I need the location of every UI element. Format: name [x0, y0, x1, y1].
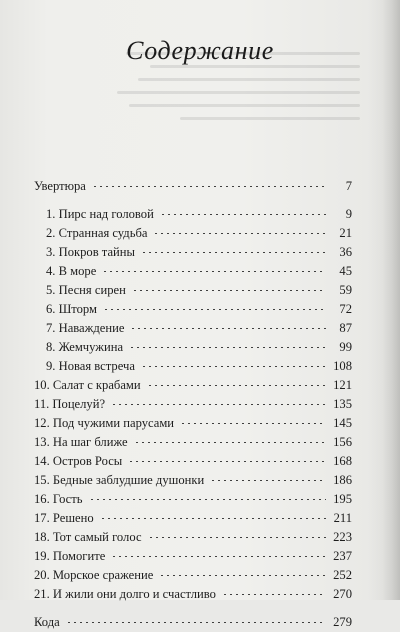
dot-leader [134, 442, 326, 443]
toc-entry-page: 237 [333, 549, 352, 563]
toc-entry [34, 376, 352, 395]
toc-entry-page: 156 [333, 435, 352, 449]
toc-entry [34, 509, 352, 528]
toc-entry [34, 433, 352, 452]
dot-leader [160, 214, 326, 215]
toc-entry-page: 145 [333, 416, 352, 430]
toc-entry-page: 7 [345, 179, 352, 193]
toc-entry-page: 252 [333, 568, 352, 582]
toc-entry-page: 135 [333, 397, 352, 411]
dot-leader [92, 186, 326, 187]
toc-entry-page: 270 [333, 587, 352, 601]
toc-entry [34, 547, 352, 566]
toc-entry [34, 357, 352, 376]
table-of-contents [34, 177, 352, 632]
toc-entry-page: 9 [345, 207, 352, 221]
toc-entry-page: 108 [333, 359, 352, 373]
toc-entry-page: 121 [333, 378, 352, 392]
toc-entry-outro [34, 613, 352, 632]
toc-entry-page: 45 [339, 264, 352, 278]
toc-entry-label: 1. Пирс над головой [46, 207, 154, 221]
toc-entry [34, 338, 352, 357]
toc-entry [34, 471, 352, 490]
dot-leader [66, 622, 326, 623]
dot-leader [89, 499, 326, 500]
toc-entry [34, 224, 352, 243]
dot-leader [128, 461, 326, 462]
toc-entry-label: 21. И жили они долго и счастливо [34, 587, 216, 601]
toc-entry-page: 186 [333, 473, 352, 487]
dot-leader [159, 575, 326, 576]
dot-leader [147, 385, 326, 386]
dot-leader [222, 594, 326, 595]
dot-leader [153, 233, 326, 234]
dot-leader [129, 347, 326, 348]
toc-entry-page: 21 [339, 226, 352, 240]
toc-entry-label: 11. Поцелуй? [34, 397, 106, 411]
toc-entry-label: 15. Бедные заблудшие душонки [34, 473, 205, 487]
page-title: Содержание [126, 36, 274, 65]
dot-leader [132, 290, 326, 291]
toc-entry [34, 205, 352, 224]
dot-leader [111, 556, 326, 557]
dot-leader [103, 309, 326, 310]
toc-entry [34, 319, 352, 338]
toc-entry-label: 4. В море [46, 264, 97, 278]
dot-leader [130, 328, 326, 329]
toc-entry-label: 13. На шаг ближе [34, 435, 128, 449]
toc-entry-page: 168 [333, 454, 352, 468]
toc-entry [34, 490, 352, 509]
toc-entry [34, 262, 352, 281]
toc-entry [34, 243, 352, 262]
toc-entry [34, 414, 352, 433]
toc-entry-label: 6. Шторм [46, 302, 98, 316]
toc-entry-label: 9. Новая встреча [46, 359, 135, 373]
toc-entry-label: 8. Жемчужина [46, 340, 124, 354]
toc-entry [34, 566, 352, 585]
dot-leader [148, 537, 326, 538]
dot-leader [141, 366, 326, 367]
toc-entry-label: 3. Покров тайны [46, 245, 135, 259]
dot-leader [141, 252, 326, 253]
toc-entry-label: 18. Тот самый голос [34, 530, 142, 544]
toc-entry-label: 16. Гость [34, 492, 83, 506]
toc-entry-page: 195 [333, 492, 352, 506]
toc-entry-page: 223 [333, 530, 352, 544]
toc-entry [34, 300, 352, 319]
toc-entry-intro [34, 177, 352, 196]
toc-entry-label: Кода [34, 615, 60, 629]
toc-entry [34, 528, 352, 547]
toc-entry-page: 99 [339, 340, 352, 354]
toc-entry-label: 7. Наваждение [46, 321, 125, 335]
toc-entry-page: 36 [339, 245, 352, 259]
toc-entry [34, 585, 352, 604]
toc-entry-label: 12. Под чужими парусами [34, 416, 175, 430]
toc-entry-label: 17. Решено [34, 511, 94, 525]
toc-entry-label: 10. Салат с крабами [34, 378, 141, 392]
toc-entry [34, 281, 352, 300]
dot-leader [111, 404, 326, 405]
toc-entry-label: 14. Остров Росы [34, 454, 123, 468]
toc-entry-label: 20. Морское сражение [34, 568, 154, 582]
toc-entry-label: 19. Помогите [34, 549, 106, 563]
toc-entry-label: 2. Странная судьба [46, 226, 148, 240]
page-edge-shadow [382, 0, 400, 600]
toc-entry-label: Увертюра [34, 179, 86, 193]
toc-entry-page: 87 [339, 321, 352, 335]
toc-entry-page: 72 [339, 302, 352, 316]
dot-leader [102, 271, 326, 272]
dot-leader [210, 480, 326, 481]
toc-entry [34, 452, 352, 471]
toc-entry [34, 395, 352, 414]
toc-entry-page: 59 [339, 283, 352, 297]
dot-leader [100, 518, 326, 519]
toc-entry-page: 211 [333, 511, 352, 525]
toc-chapter-list [34, 205, 352, 604]
toc-entry-label: 5. Песня сирен [46, 283, 126, 297]
dot-leader [180, 423, 326, 424]
toc-entry-page: 279 [333, 615, 352, 629]
